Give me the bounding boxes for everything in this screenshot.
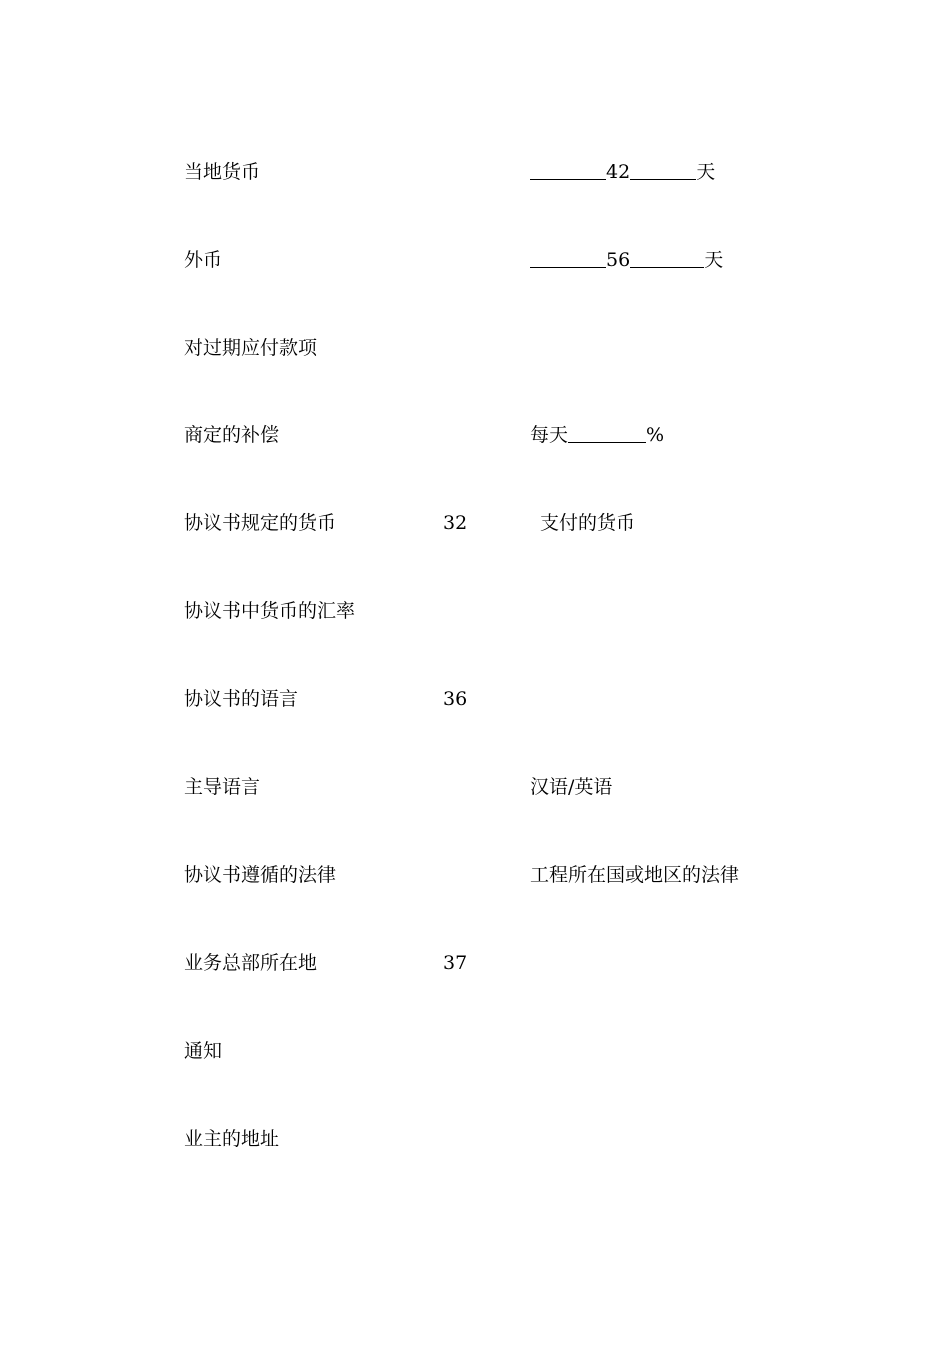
row-notice [0, 1036, 950, 1066]
row-agreed-compensation [0, 420, 950, 450]
blank-line [630, 159, 696, 180]
days-unit: 天 [704, 249, 724, 271]
clause-number: 32 [443, 512, 468, 534]
compensation-rate [530, 420, 664, 450]
row-governing-law [0, 860, 950, 890]
row-value: 工程所在国或地区的法律 [530, 864, 740, 886]
row-label: 协议书的语言 [184, 688, 299, 710]
row-ruling-language [0, 772, 950, 802]
blank-line [530, 247, 606, 268]
blank-line [630, 247, 704, 268]
row-value: 汉语/英语 [530, 776, 613, 798]
row-label: 协议书中货币的汇率 [184, 600, 356, 622]
payment-period-foreign [530, 245, 723, 275]
row-headquarters [0, 948, 950, 978]
row-label: 通知 [184, 1040, 223, 1062]
payment-period-local [530, 157, 715, 187]
row-label: 当地货币 [184, 161, 261, 183]
row-overdue-payments [0, 333, 950, 363]
blank-line [530, 159, 606, 180]
row-agreement-currency [0, 508, 950, 538]
blank-line [568, 422, 646, 443]
row-label: 协议书规定的货币 [184, 512, 337, 534]
row-agreement-language [0, 684, 950, 714]
days-value: 42 [606, 161, 631, 183]
rate-suffix: % [646, 424, 665, 446]
clause-number: 37 [443, 952, 468, 974]
days-unit: 天 [696, 161, 716, 183]
row-value: 支付的货币 [540, 512, 636, 534]
row-local-currency [0, 157, 950, 187]
row-label: 协议书遵循的法律 [184, 864, 337, 886]
row-foreign-currency [0, 245, 950, 275]
days-value: 56 [606, 249, 631, 271]
row-label: 业务总部所在地 [184, 952, 318, 974]
clause-number: 36 [443, 688, 468, 710]
row-label: 商定的补偿 [184, 424, 280, 446]
row-exchange-rate [0, 596, 950, 626]
row-employer-address [0, 1124, 950, 1154]
rate-prefix: 每天 [530, 424, 569, 446]
row-label: 业主的地址 [184, 1128, 280, 1150]
row-label: 主导语言 [184, 776, 261, 798]
row-label: 对过期应付款项 [184, 337, 318, 359]
row-label: 外币 [184, 249, 223, 271]
